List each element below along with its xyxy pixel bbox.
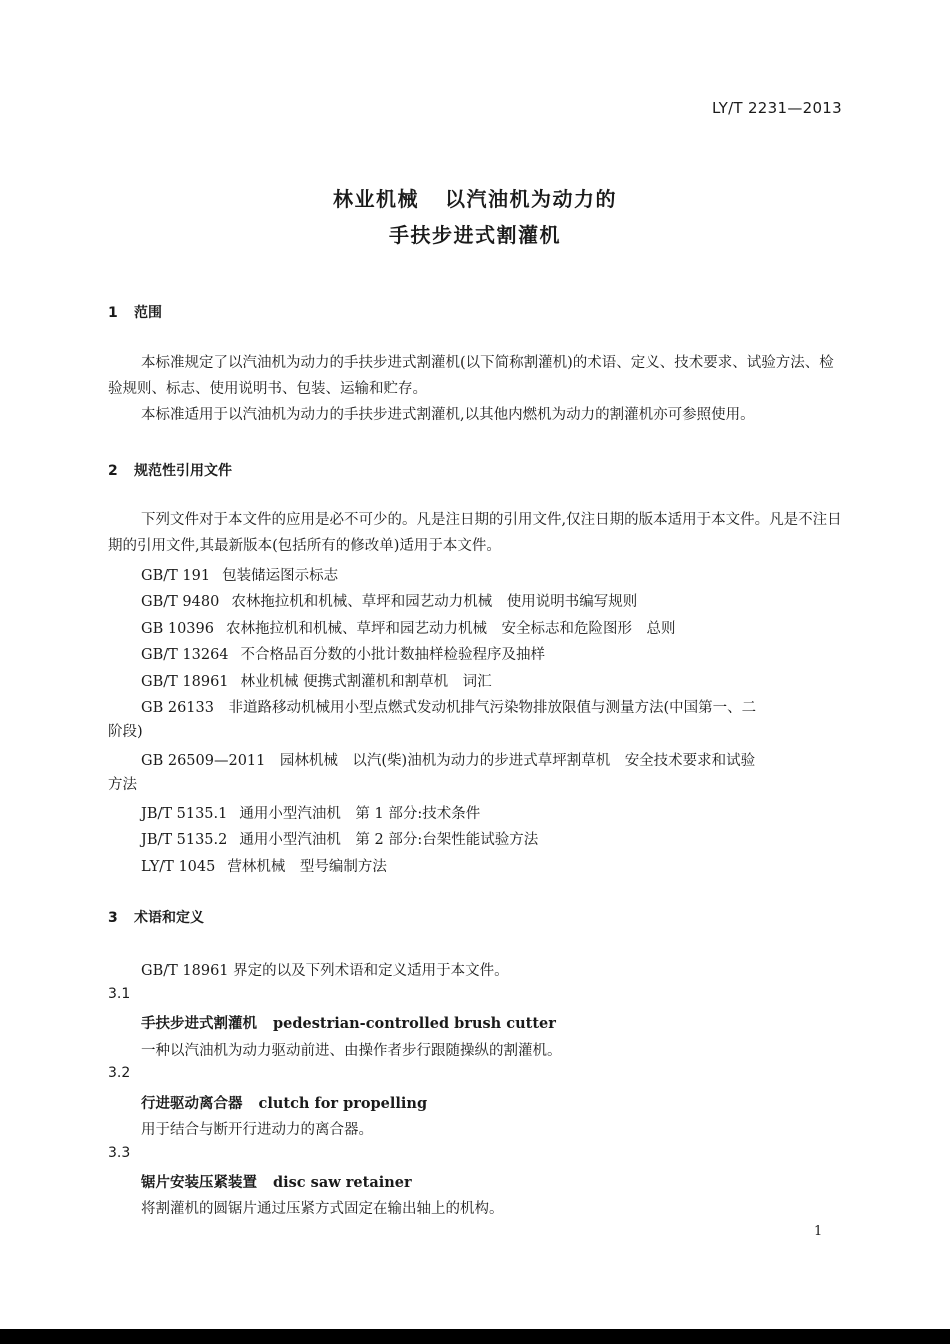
reference-item xyxy=(141,802,480,823)
section-2-intro: 下列文件对于本文件的应用是必不可少的。凡是注日期的引用文件,仅注日期的版本适用于本文件。凡是不注日期的引用文件,其最新版本(包括所有的修改单)适用于本文件。 xyxy=(108,512,842,554)
reference-title: 不合格品百分数的小批计数抽样检验程序及抽样 xyxy=(240,647,546,663)
section-1-para-1: 本标准规定了以汽油机为动力的手扶步进式割灌机(以下简称割灌机)的术语、定义、技术要求、试验方法、检验规则、标志、使用说明书、包装、运输和贮存。 xyxy=(108,355,834,397)
title-line-2: 手扶步进式割灌机 xyxy=(389,223,561,247)
reference-item xyxy=(141,564,338,585)
section-title: 范围 xyxy=(134,305,162,321)
reference-title: 林业机械 便携式割灌机和割草机 词汇 xyxy=(240,674,492,690)
term-zh: 手扶步进式割灌机 xyxy=(141,1015,257,1032)
reference-item xyxy=(141,855,387,876)
section-3-heading xyxy=(108,907,204,927)
reference-item xyxy=(141,828,538,849)
reference-code: GB/T 191 xyxy=(141,568,211,584)
term-number: 3.2 xyxy=(108,1065,131,1081)
section-title: 规范性引用文件 xyxy=(134,463,232,479)
term-definition: 用于结合与断开行进动力的离合器。 xyxy=(141,1122,373,1138)
reference-title: 包装储运图示标志 xyxy=(222,568,339,584)
reference-title: 农林拖拉机和机械、草坪和园艺动力机械 安全标志和危险图形 总则 xyxy=(225,621,676,637)
section-2-heading xyxy=(108,460,232,480)
section-number: 3 xyxy=(108,910,118,926)
reference-item-wrapped-line-1: GB 26133 非道路移动机械用小型点燃式发动机排气污染物排放限值与测量方法(中国第一、二 xyxy=(141,700,757,716)
reference-code: LY/T 1045 xyxy=(141,859,216,875)
reference-item xyxy=(141,670,492,691)
reference-code: GB/T 18961 xyxy=(141,674,229,690)
page-number: 1 xyxy=(814,1224,823,1239)
section-1-heading xyxy=(108,302,162,322)
term-title xyxy=(141,1171,412,1192)
reference-item-wrapped-line-2: 方法 xyxy=(108,777,137,793)
reference-item xyxy=(141,590,637,611)
term-number: 3.3 xyxy=(108,1145,131,1161)
reference-item xyxy=(141,643,545,664)
section-number: 2 xyxy=(108,463,118,479)
reference-code: GB/T 13264 xyxy=(141,647,229,663)
reference-title: 营林机械 型号编制方法 xyxy=(227,859,387,875)
section-3-intro: GB/T 18961 界定的以及下列术语和定义适用于本文件。 xyxy=(141,963,509,979)
term-zh: 行进驱动离合器 xyxy=(141,1095,243,1112)
reference-code: JB/T 5135.1 xyxy=(141,806,228,822)
term-title xyxy=(141,1012,556,1033)
standard-code: LY/T 2231—2013 xyxy=(711,99,842,117)
reference-title: 农林拖拉机和机械、草坪和园艺动力机械 使用说明书编写规则 xyxy=(231,594,638,610)
term-en: clutch for propelling xyxy=(258,1095,428,1112)
title-part-a: 林业机械 xyxy=(333,187,419,211)
reference-item xyxy=(141,617,675,638)
reference-item-wrapped-line-2: 阶段) xyxy=(108,724,143,740)
title-part-b: 以汽油机为动力的 xyxy=(445,187,617,211)
reference-title: 通用小型汽油机 第 1 部分:技术条件 xyxy=(239,806,481,822)
title-line-1 xyxy=(0,183,950,212)
bottom-border xyxy=(0,1329,950,1344)
section-title: 术语和定义 xyxy=(134,910,204,926)
section-number: 1 xyxy=(108,305,118,321)
reference-code: GB/T 9480 xyxy=(141,594,220,610)
term-title xyxy=(141,1092,427,1113)
reference-item-wrapped-line-1: GB 26509—2011 园林机械 以汽(柴)油机为动力的步进式草坪割草机 安全技术要求和试验 xyxy=(141,753,756,769)
reference-code: JB/T 5135.2 xyxy=(141,832,228,848)
reference-title: 通用小型汽油机 第 2 部分:台架性能试验方法 xyxy=(239,832,539,848)
reference-code: GB 10396 xyxy=(141,621,214,637)
section-1-para-2: 本标准适用于以汽油机为动力的手扶步进式割灌机,以其他内燃机为动力的割灌机亦可参照使用。 xyxy=(141,407,755,423)
term-definition: 一种以汽油机为动力驱动前进、由操作者步行跟随操纵的割灌机。 xyxy=(141,1043,562,1059)
term-number: 3.1 xyxy=(108,986,131,1002)
term-definition: 将割灌机的圆锯片通过压紧方式固定在输出轴上的机构。 xyxy=(141,1201,504,1217)
term-zh: 锯片安装压紧装置 xyxy=(141,1174,257,1191)
term-en: pedestrian-controlled brush cutter xyxy=(273,1015,556,1032)
term-en: disc saw retainer xyxy=(273,1174,412,1191)
